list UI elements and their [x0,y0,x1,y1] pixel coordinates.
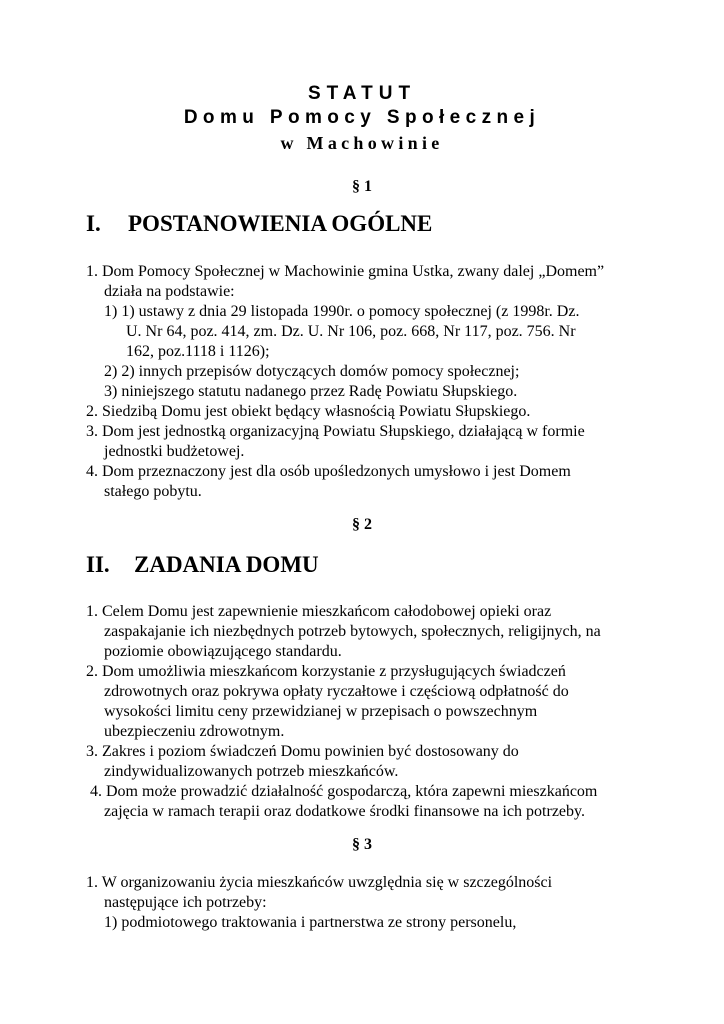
body-line: zajęcia w ramach terapii oraz dodatkowe środki finansowe na ich potrzeby. [104,803,585,820]
body-line: 3. Zakres i poziom świadczeń Domu powinien być dostosowany do [86,743,519,760]
body-line: następujące ich potrzeby: [104,894,267,911]
title-statut: STATUT [307,83,417,104]
section-heading-2 [86,551,319,579]
body-line: U. Nr 64, poz. 414, zm. Dz. U. Nr 106, poz. 668, Nr 117, poz. 756. Nr [126,323,576,340]
body-line: 2) 2) innych przepisów dotyczących domów pomocy społecznej; [104,363,520,380]
body-line: stałego pobytu. [104,483,202,500]
body-line: wysokości limitu ceny przewidzianej w przepisach o powszechnym [104,703,538,720]
body-line: 4. Dom może prowadzić działalność gospodarczą, która zapewni mieszkańcom [90,783,598,800]
body-line: zaspakajanie ich niezbędnych potrzeb bytowych, społecznych, religijnych, na [104,623,601,640]
body-line: 1. Dom Pomocy Społecznej w Machowinie gmina Ustka, zwany dalej „Domem” [86,263,605,280]
body-line: 2. Siedzibą Domu jest obiekt będący własnością Powiatu Słupskiego. [86,403,531,420]
paragraph-mark-2: § 2 [352,516,372,533]
body-line: 3. Dom jest jednostką organizacyjną Powiatu Słupskiego, działającą w formie [86,423,585,440]
section-title: POSTANOWIENIA OGÓLNE [128,211,433,236]
body-line: 2. Dom umożliwia mieszkańcom korzystanie z przysługujących świadczeń [86,663,566,680]
body-line: 1. Celem Domu jest zapewnienie mieszkańcom całodobowej opieki oraz [86,603,552,620]
section-number: II. [86,552,110,577]
paragraph-mark-1: § 1 [352,178,372,195]
body-line: 1) podmiotowego traktowania i partnerstwa ze strony personelu, [104,914,517,931]
body-line: 3) niniejszego statutu nadanego przez Radę Powiatu Słupskiego. [104,383,518,400]
section-number: I. [86,211,101,236]
body-line: zindywidualizowanych potrzeb mieszkańców. [104,763,399,780]
body-line: działa na podstawie: [104,283,235,300]
section-title: ZADANIA DOMU [134,552,319,577]
body-line: 1. W organizowaniu życia mieszkańców uwzględnia się w szczególności [86,874,553,891]
body-line: poziomie obowiązującego standardu. [104,643,342,660]
body-line: ubezpieczeniu zdrowotnym. [104,723,285,740]
body-line: 162, poz.1118 i 1126); [126,343,270,360]
title-location: w Machowinie [280,133,444,153]
paragraph-mark-3: § 3 [352,836,372,853]
body-line: 4. Dom przeznaczony jest dla osób upośledzonych umysłowo i jest Domem [86,463,571,480]
section-heading-1 [86,210,433,238]
body-line: zdrowotnych oraz pokrywa opłaty ryczałtowe i częściową odpłatność do [104,683,569,700]
body-line: jednostki budżetowej. [104,443,245,460]
title-institution: Domu Pomocy Społecznej [183,107,541,128]
body-line: 1) 1) ustawy z dnia 29 listopada 1990r. o pomocy społecznej (z 1998r. Dz. [104,303,580,320]
